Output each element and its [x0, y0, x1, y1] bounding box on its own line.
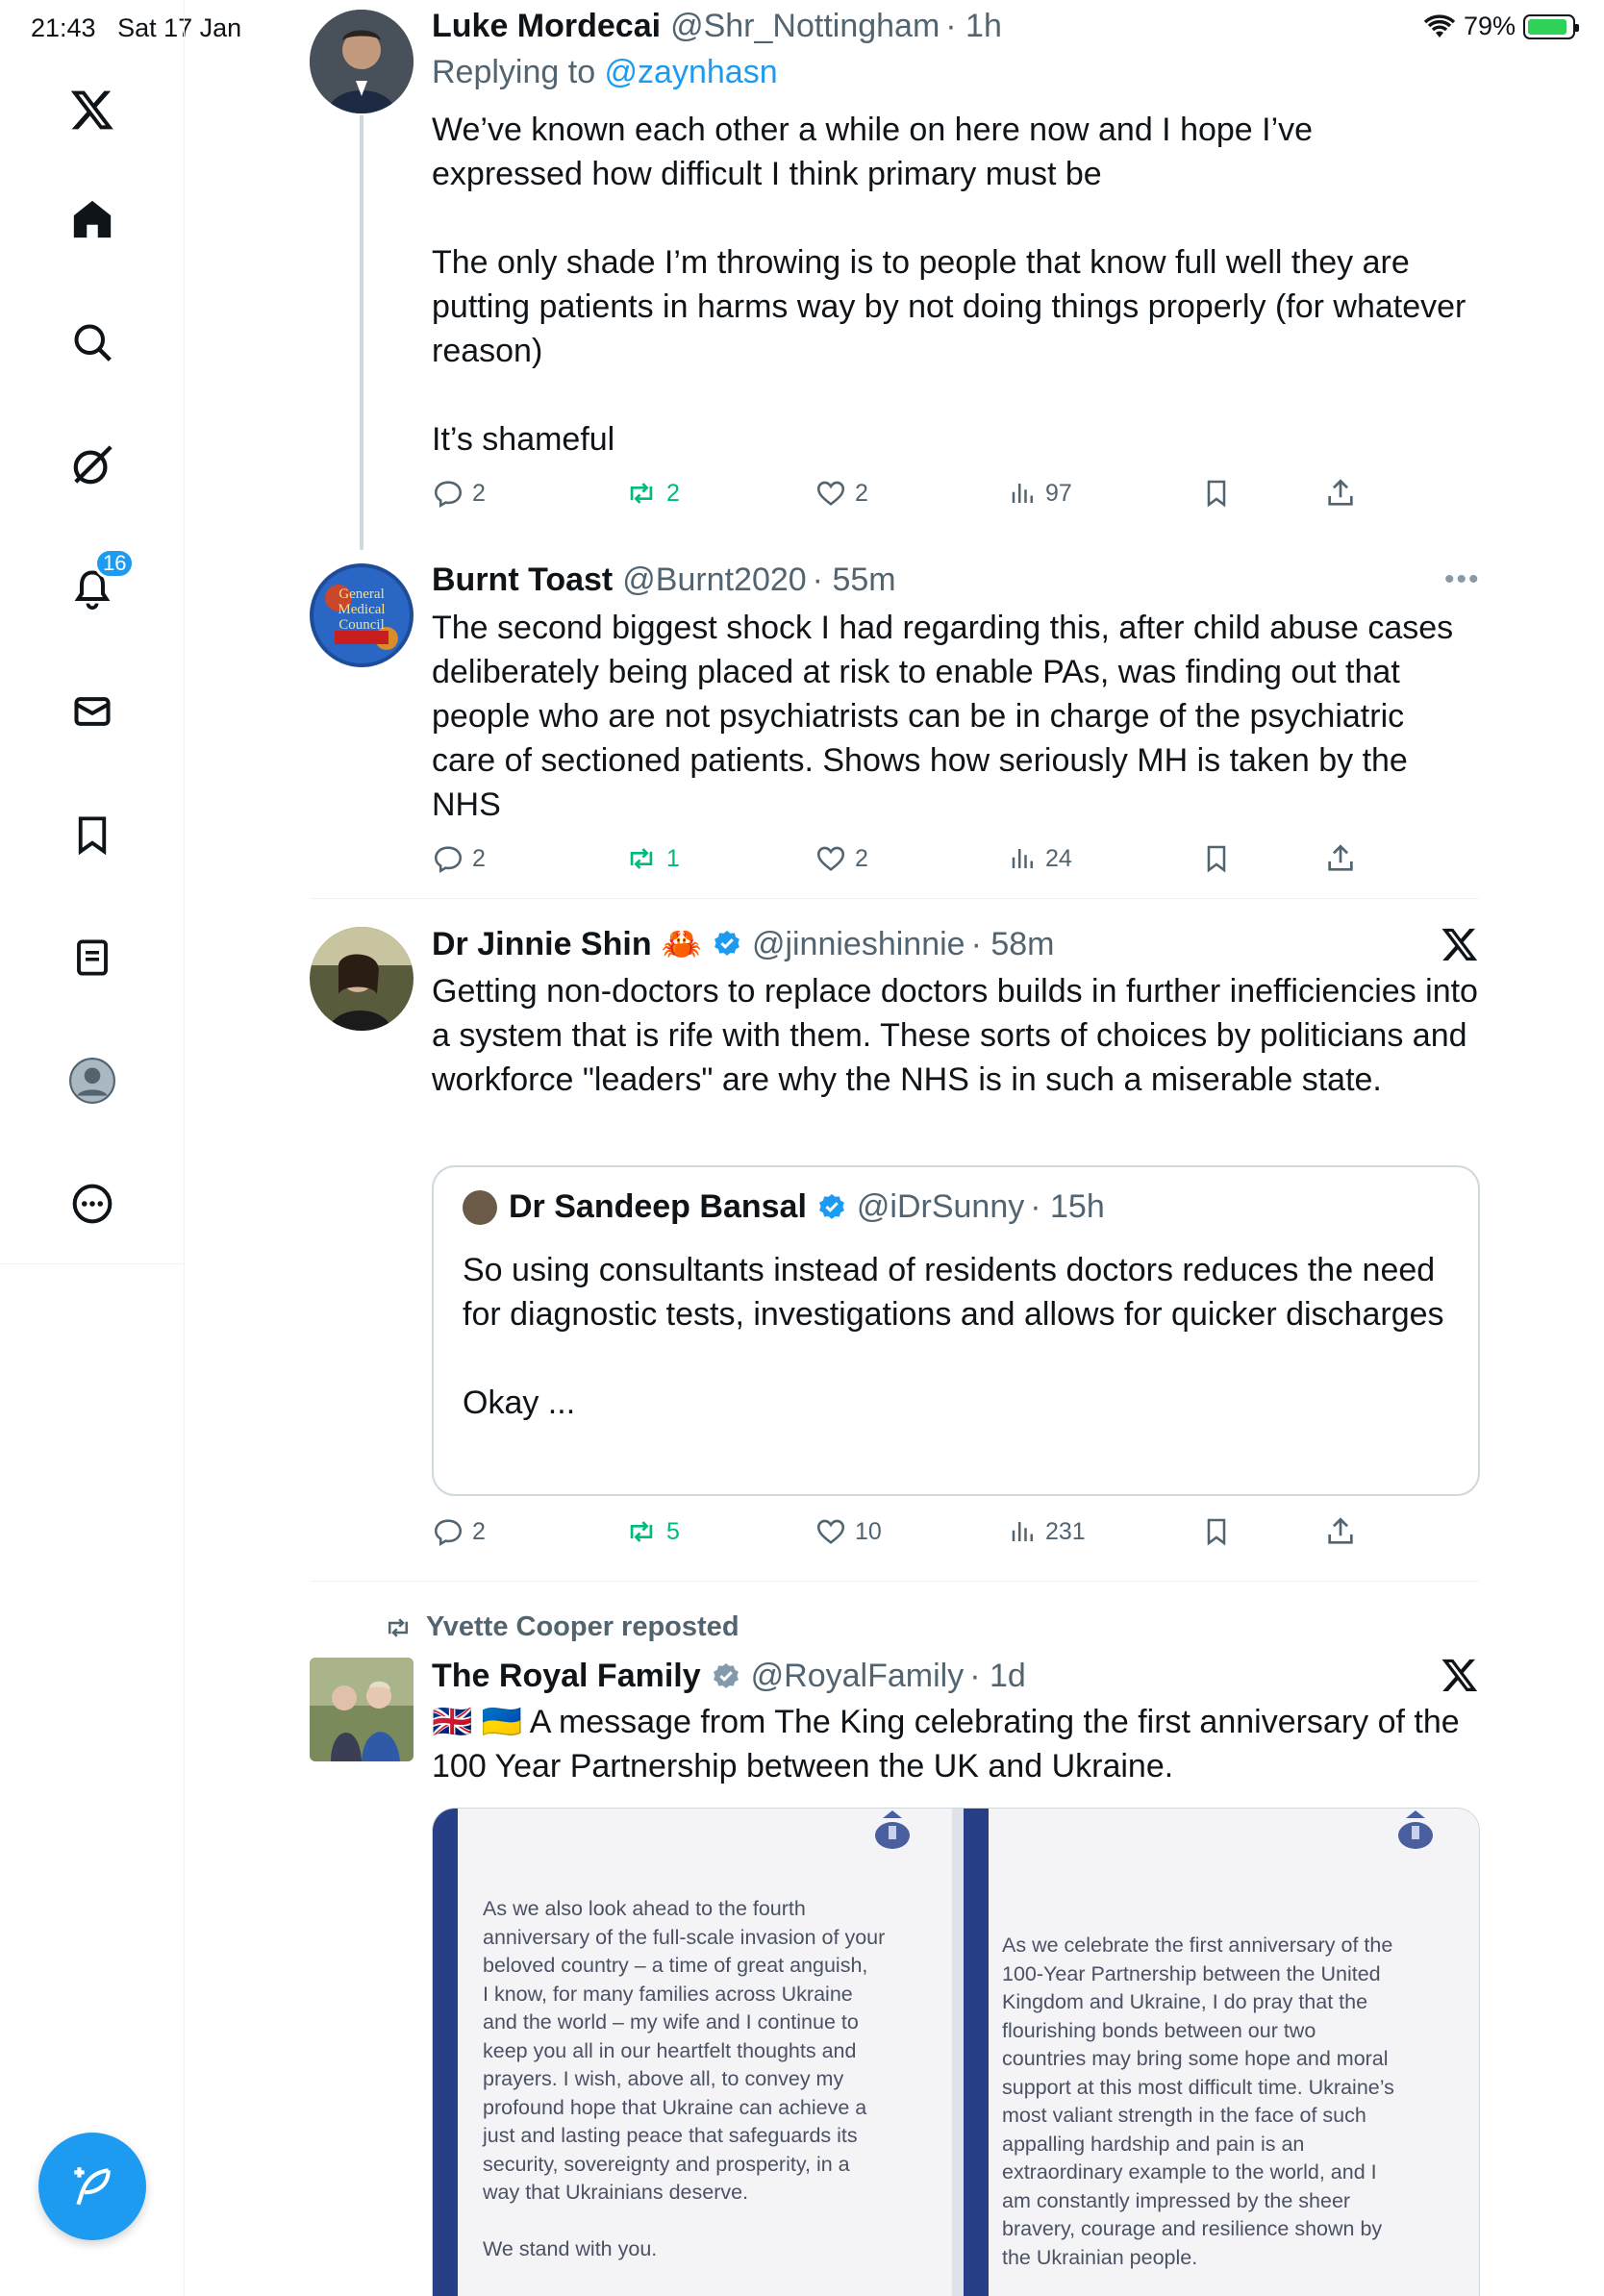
replying-prefix: Replying to	[432, 54, 605, 90]
feed	[185, 0, 1604, 2296]
share-icon	[1324, 477, 1357, 510]
tweet-time[interactable]: · 1d	[969, 1658, 1026, 1694]
thread-line	[360, 115, 363, 550]
author-name[interactable]: Luke Mordecai	[432, 8, 662, 44]
repost-count: 2	[666, 479, 680, 507]
tweet-time[interactable]: · 1h	[945, 8, 1002, 44]
tweet-text: Getting non-doctors to replace doctors builds in further inefficiencies into a system that is rife with them. These sorts of choices by politicians and workforce "leaders" are why the NHS is in such a miserable state.	[432, 973, 1488, 1098]
bookmark-button[interactable]	[1201, 842, 1232, 875]
repost-button[interactable]	[624, 1515, 680, 1548]
battery-percent: 79%	[1463, 12, 1516, 40]
share-button[interactable]	[1324, 842, 1357, 875]
profile-avatar-icon[interactable]	[60, 1048, 125, 1113]
avatar[interactable]	[310, 927, 414, 1031]
letter-gap	[952, 1809, 964, 2296]
x-logo-icon[interactable]	[1441, 1656, 1479, 1694]
repost-context	[382, 1611, 739, 1643]
repost-icon	[382, 1613, 414, 1642]
reply-count: 2	[472, 479, 486, 507]
views-icon	[1009, 477, 1038, 510]
status-clock: 21:43	[31, 13, 96, 42]
quote-tweet[interactable]	[432, 1165, 1480, 1496]
author-handle[interactable]: @jinnieshinnie	[751, 925, 965, 962]
sidebar-divider	[0, 1263, 185, 1264]
views-count: 24	[1045, 844, 1072, 872]
quote-text: So using consultants instead of residents doctors reduces the need for diagnostic tests, investigations and allows for quicker discharges Okay ...	[463, 1252, 1444, 1421]
tweet-header	[432, 8, 1002, 45]
quote-header	[463, 1188, 1105, 1226]
tweet-actions	[432, 477, 1374, 515]
repost-icon	[624, 1515, 659, 1548]
share-button[interactable]	[1324, 1515, 1357, 1548]
tweet-text	[432, 1700, 1480, 1788]
author-name[interactable]: The Royal Family	[432, 1658, 701, 1694]
avatar[interactable]	[310, 1658, 414, 1761]
reply-button[interactable]	[432, 1515, 486, 1548]
crab-emoji: 🦀	[661, 926, 702, 962]
author-handle[interactable]: @Shr_Nottingham	[670, 8, 940, 44]
repost-icon	[624, 842, 659, 875]
quote-author-name: Dr Sandeep Bansal	[509, 1188, 807, 1225]
views-icon	[1009, 1515, 1038, 1548]
views-count: 97	[1045, 479, 1072, 507]
bell-icon[interactable]	[60, 551, 127, 621]
heart-icon	[815, 842, 847, 875]
compose-button[interactable]	[38, 2133, 146, 2240]
like-count: 2	[855, 479, 868, 507]
tweet-text: We’ve known each other a while on here now and I hope I’ve expressed how difficult I think primary must be The only shade I’m throwing is to people that know full well they are putting patients in harms way by not doing things properly (for whatever reason) It’s shameful	[432, 112, 1466, 458]
status-date: Sat 17 Jan	[117, 13, 242, 42]
letter-page-left	[433, 1809, 952, 2296]
x-logo-icon[interactable]	[60, 77, 125, 142]
tweet-header	[432, 1658, 1026, 1695]
letter-text-right: As we celebrate the first anniversary of the 100-Year Partnership between the United Kingdom and Ukraine, I do pray that the flourishing bonds between our two countries may bring some hope and moral support at this most difficult time. Ukraine’s most valiant strength in the face of such appalling hardship and pain is an extraordinary example to the world, and I am constantly impressed by the sheer bravery, courage and resilience shown by the Ukrainian people.	[1002, 1934, 1394, 2269]
letter-stripe	[433, 1809, 458, 2296]
tweet-time[interactable]: · 58m	[970, 925, 1055, 962]
views-button[interactable]	[1009, 1515, 1086, 1548]
quote-author-handle: @iDrSunny	[856, 1188, 1025, 1225]
repost-button[interactable]	[624, 842, 680, 875]
search-icon[interactable]	[60, 310, 125, 375]
verified-badge-gray-icon	[711, 1661, 741, 1692]
envelope-icon[interactable]	[60, 679, 125, 744]
repost-icon	[624, 477, 659, 510]
reply-count: 2	[472, 844, 486, 872]
avatar-text: General Medical Council	[338, 586, 386, 633]
reposted-by[interactable]: Yvette Cooper reposted	[426, 1611, 739, 1642]
tweet-text: The second biggest shock I had regarding this, after child abuse cases deliberately being placed at risk to enable PAs, was finding out that people who are not psychiatrists can be in charge of the psychiatric care of sectioned patients. Shows how seriously MH is taken by the NHS	[432, 610, 1463, 823]
letter-stripe	[964, 1809, 989, 2296]
tweet-divider	[310, 1581, 1479, 1582]
like-count: 10	[855, 1517, 882, 1545]
quote-avatar	[463, 1190, 497, 1225]
tweet-header	[432, 925, 1055, 963]
tweet-actions	[432, 842, 1374, 881]
x-logo-icon[interactable]	[1441, 925, 1479, 963]
avatar[interactable]	[310, 563, 414, 667]
author-name[interactable]: Dr Jinnie Shin	[432, 925, 652, 962]
repost-button[interactable]	[624, 477, 680, 510]
like-count: 2	[855, 844, 868, 872]
author-handle[interactable]: @RoyalFamily	[750, 1658, 965, 1694]
flag-emojis: 🇬🇧 🇺🇦	[432, 1704, 523, 1740]
author-name[interactable]: Burnt Toast	[432, 562, 614, 598]
tweet-image[interactable]	[432, 1808, 1480, 2296]
list-icon[interactable]	[60, 925, 125, 990]
tweet-time[interactable]: · 55m	[812, 562, 896, 598]
notification-badge: 16	[94, 548, 135, 579]
share-icon	[1324, 842, 1357, 875]
share-icon	[1324, 1515, 1357, 1548]
heart-icon	[815, 1515, 847, 1548]
home-icon[interactable]	[60, 187, 125, 252]
reply-button[interactable]	[432, 842, 486, 875]
reply-button[interactable]	[432, 477, 486, 510]
like-button[interactable]	[815, 842, 868, 875]
tweet-actions	[432, 1515, 1374, 1554]
like-button[interactable]	[815, 477, 868, 510]
views-count: 231	[1045, 1517, 1086, 1545]
views-icon	[1009, 842, 1038, 875]
royal-crest-icon	[1387, 1809, 1444, 1855]
tweet-text-body: A message from The King celebrating the first anniversary of the 100 Year Partnership between the UK and Ukraine.	[432, 1704, 1469, 1784]
reply-icon	[432, 1515, 464, 1548]
letter-text-left: As we also look ahead to the fourth anniversary of the full-scale invasion of your beloved country – a time of great anguish, I know, for many families across Ukraine and the world – my wife and I continue to keep you all in our heartfelt thoughts and prayers. I wish, above all, to convey my profound hope that Ukraine can achieve a just and lasting peace that safeguards its security, sovereignty and prosperity, in a way that Ukrainians deserve. We stand with you.	[483, 1897, 886, 2260]
more-circle-icon[interactable]	[60, 1171, 125, 1236]
more-options-icon[interactable]: •••	[1444, 563, 1481, 595]
reply-icon	[432, 477, 464, 510]
repost-count: 1	[666, 844, 680, 872]
bookmark-icon	[1201, 1515, 1232, 1548]
replying-to	[432, 54, 778, 91]
author-handle[interactable]: @Burnt2020	[622, 562, 807, 598]
quote-time: · 15h	[1030, 1188, 1105, 1225]
bookmark-icon[interactable]	[60, 802, 125, 867]
verified-badge-icon	[816, 1192, 847, 1223]
like-button[interactable]	[815, 1515, 882, 1548]
avatar[interactable]	[310, 10, 414, 113]
reply-count: 2	[472, 1517, 486, 1545]
bookmark-icon	[1201, 477, 1232, 510]
repost-count: 5	[666, 1517, 680, 1545]
reply-icon	[432, 842, 464, 875]
heart-icon	[815, 477, 847, 510]
share-button[interactable]	[1324, 477, 1357, 510]
bookmark-icon	[1201, 842, 1232, 875]
tweet-divider	[310, 898, 1479, 899]
views-button[interactable]	[1009, 477, 1072, 510]
bookmark-button[interactable]	[1201, 477, 1232, 510]
grok-icon[interactable]	[60, 433, 125, 498]
bookmark-button[interactable]	[1201, 1515, 1232, 1548]
letter-page-right	[964, 1809, 1480, 2296]
tweet-header	[432, 562, 896, 599]
views-button[interactable]	[1009, 842, 1072, 875]
sidebar	[0, 0, 185, 2296]
replying-to-link[interactable]: @zaynhasn	[604, 54, 778, 90]
royal-crest-icon	[864, 1809, 921, 1855]
verified-badge-icon	[712, 929, 742, 960]
compose-feather-icon	[68, 2162, 116, 2210]
